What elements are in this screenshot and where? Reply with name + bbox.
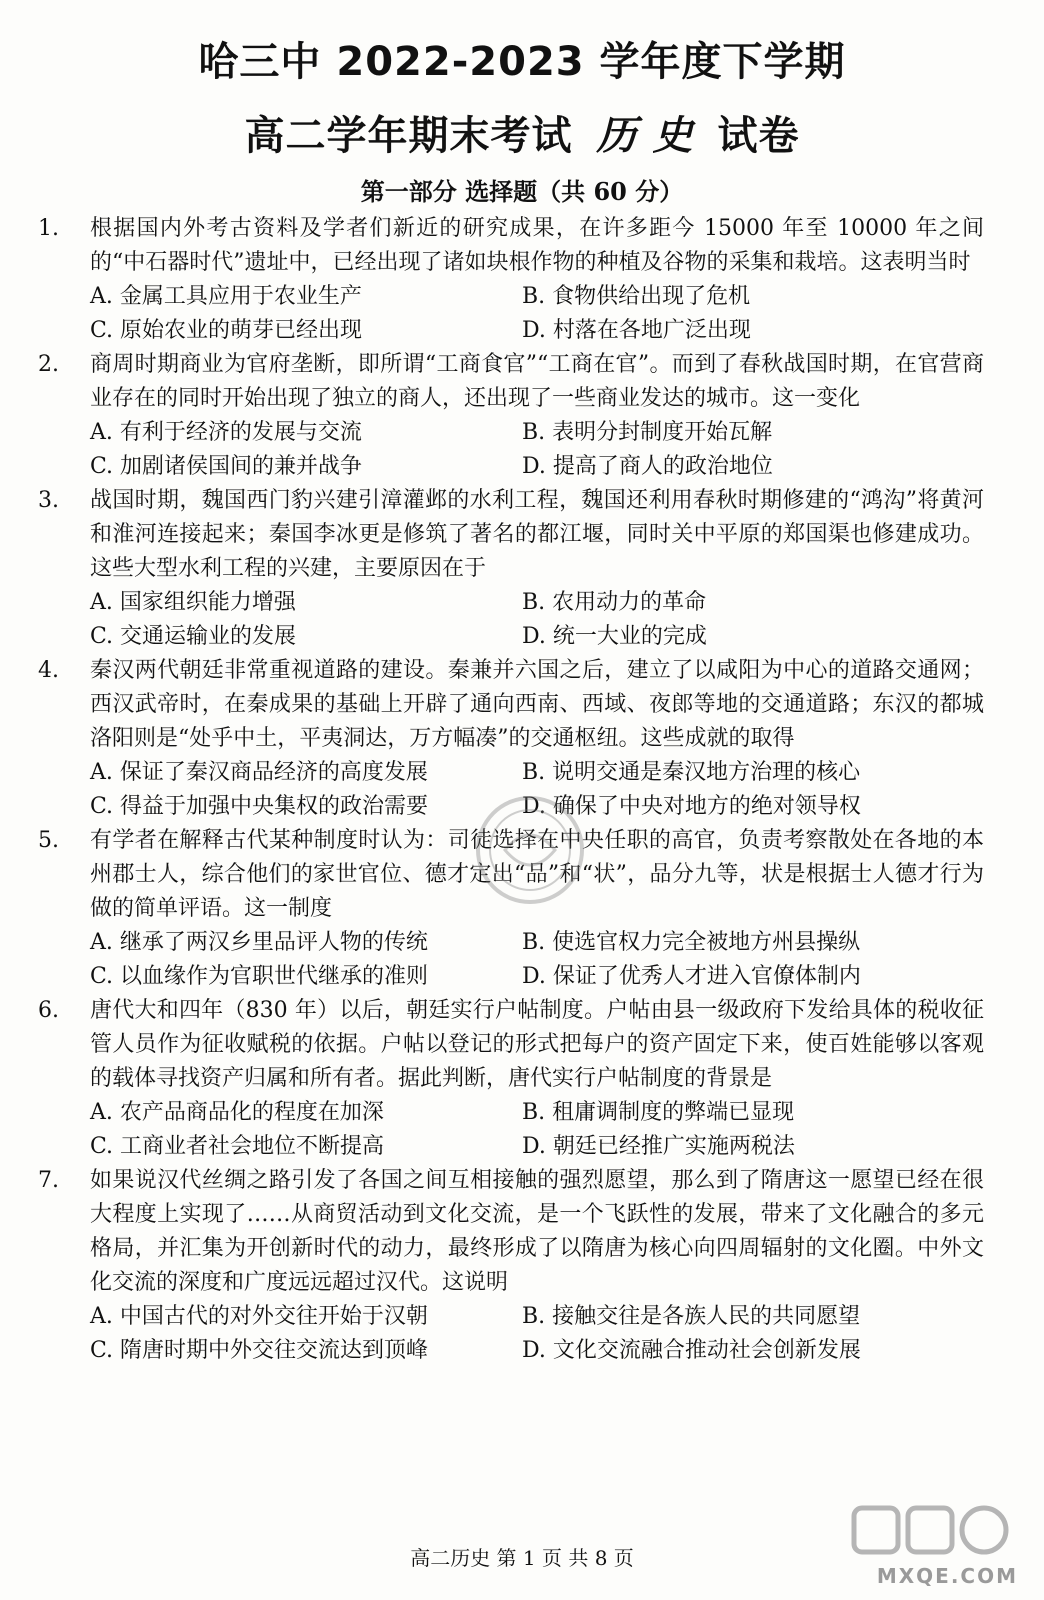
question-1 [0, 212, 1044, 348]
question-stem: 秦汉两代朝廷非常重视道路的建设。秦兼并六国之后，建立了以咸阳为中心的道路交通网；西汉武帝时，在秦成果的基础上开辟了通向西南、西域、夜郎等地的交通道路；东汉的都城洛阳则是“处乎中土，平夷洞达，万方幅凑”的交通枢纽。这些成就的取得 [90, 658, 984, 751]
option-b: B. 农用动力的革命 [522, 590, 707, 615]
option-c: C. 原始农业的萌芽已经出现 [90, 318, 363, 343]
option-d: D. 提高了商人的政治地位 [522, 454, 773, 479]
question-options [90, 416, 984, 484]
option-a: A. 农产品商品化的程度在加深 [90, 1100, 384, 1125]
question-3 [0, 484, 1044, 654]
question-number: 5. [38, 828, 59, 853]
option-b: B. 租庸调制度的弊端已显现 [522, 1100, 795, 1125]
option-d: D. 文化交流融合推动社会创新发展 [522, 1338, 861, 1363]
question-options [90, 1096, 984, 1164]
option-c: C. 工商业者社会地位不断提高 [90, 1134, 385, 1159]
option-b: B. 表明分封制度开始瓦解 [522, 420, 773, 445]
question-options [90, 280, 984, 348]
page-footer: 高二历史 第 1 页 共 8 页 [410, 1546, 634, 1570]
question-7 [0, 1164, 1044, 1368]
option-c: C. 交通运输业的发展 [90, 624, 297, 649]
option-c: C. 以血缘作为官职世代继承的准则 [90, 964, 429, 989]
question-stem: 根据国内外考古资料及学者们新近的研究成果，在许多距今 15000 年至 10000 年之间的“中石器时代”遗址中，已经出现了诸如块根作物的种植及谷物的采集和栽培。这表明当时 [90, 216, 984, 275]
option-d: D. 统一大业的完成 [522, 624, 707, 649]
option-c: C. 隋唐时期中外交往交流达到顶峰 [90, 1338, 429, 1363]
exam-subject: 历 史 [596, 112, 694, 159]
option-a: A. 国家组织能力增强 [90, 590, 296, 615]
exam-title-grade: 高二学年期末考试 [244, 113, 573, 159]
option-c: C. 得益于加强中央集权的政治需要 [90, 794, 429, 819]
option-a: A. 保证了秦汉商品经济的高度发展 [90, 760, 428, 785]
option-a: A. 继承了两汉乡里品评人物的传统 [90, 930, 428, 955]
question-stem: 商周时期商业为官府垄断，即所谓“工商食官”“工商在官”。而到了春秋战国时期，在官营商业存在的同时开始出现了独立的商人，还出现了一些商业发达的城市。这一变化 [90, 352, 984, 411]
watermark-logo-icon [834, 1500, 1024, 1570]
question-number: 7. [38, 1168, 59, 1193]
option-b: B. 使选官权力完全被地方州县操纵 [522, 930, 861, 955]
option-a: A. 中国古代的对外交往开始于汉朝 [90, 1304, 428, 1329]
question-options [90, 1300, 984, 1368]
option-b: B. 食物供给出现了危机 [522, 284, 751, 309]
question-stem: 如果说汉代丝绸之路引发了各国之间互相接触的强烈愿望，那么到了隋唐这一愿望已经在很大程度上实现了……从商贸活动到文化交流，是一个飞跃性的发展，带来了文化融合的多元格局，并汇集为开创新时代的动力，最终形成了以隋唐为核心向四周辐射的文化圈。中外文化交流的深度和广度远远超过汉代。这说明 [90, 1168, 984, 1295]
question-options [90, 926, 984, 994]
option-d: D. 确保了中央对地方的绝对领导权 [522, 794, 861, 819]
option-b: B. 说明交通是秦汉地方治理的核心 [522, 760, 861, 785]
exam-title-paper: 试卷 [717, 113, 800, 159]
question-number: 2. [38, 352, 59, 377]
option-c: C. 加剧诸侯国间的兼并战争 [90, 454, 363, 479]
section-heading: 第一部分 选择题（共 60 分） [360, 177, 684, 206]
watermark-text: MXQE.COM [876, 1564, 1018, 1588]
question-number: 6. [38, 998, 59, 1023]
option-a: A. 金属工具应用于农业生产 [90, 284, 362, 309]
question-options [90, 586, 984, 654]
option-d: D. 保证了优秀人才进入官僚体制内 [522, 964, 861, 989]
exam-title-line2 [0, 110, 1044, 162]
question-stem: 有学者在解释古代某种制度时认为：司徒选择在中央任职的高官，负责考察散处在各地的本州郡士人，综合他们的家世官位、德才定出“品”和“状”，品分九等，状是根据士人德才行为做的简单评语。这一制度 [90, 828, 984, 921]
question-stem: 唐代大和四年（830 年）以后，朝廷实行户帖制度。户帖由县一级政府下发给具体的税收征管人员作为征收赋税的依据。户帖以登记的形式把每户的资产固定下来，使百姓能够以客观的载体寻找资产归属和所有者。据此判断，唐代实行户帖制度的背景是 [90, 998, 984, 1091]
option-d: D. 村落在各地广泛出现 [522, 318, 751, 343]
question-number: 3. [38, 488, 59, 513]
question-6 [0, 994, 1044, 1164]
question-number: 1. [38, 216, 59, 241]
question-number: 4. [38, 658, 59, 683]
question-2 [0, 348, 1044, 484]
option-a: A. 有利于经济的发展与交流 [90, 420, 362, 445]
faint-seal-mark [470, 790, 590, 910]
exam-title-line1: 哈三中 2022-2023 学年度下学期 [198, 39, 846, 85]
site-watermark [834, 1500, 1024, 1592]
option-d: D. 朝廷已经推广实施两税法 [522, 1134, 795, 1159]
option-b: B. 接触交往是各族人民的共同愿望 [522, 1304, 861, 1329]
question-stem: 战国时期，魏国西门豹兴建引漳灌邺的水利工程，魏国还利用春秋时期修建的“鸿沟”将黄河和淮河连接起来；秦国李冰更是修筑了著名的都江堰，同时关中平原的郑国渠也修建成功。这些大型水利工程的兴建，主要原因在于 [90, 488, 984, 581]
